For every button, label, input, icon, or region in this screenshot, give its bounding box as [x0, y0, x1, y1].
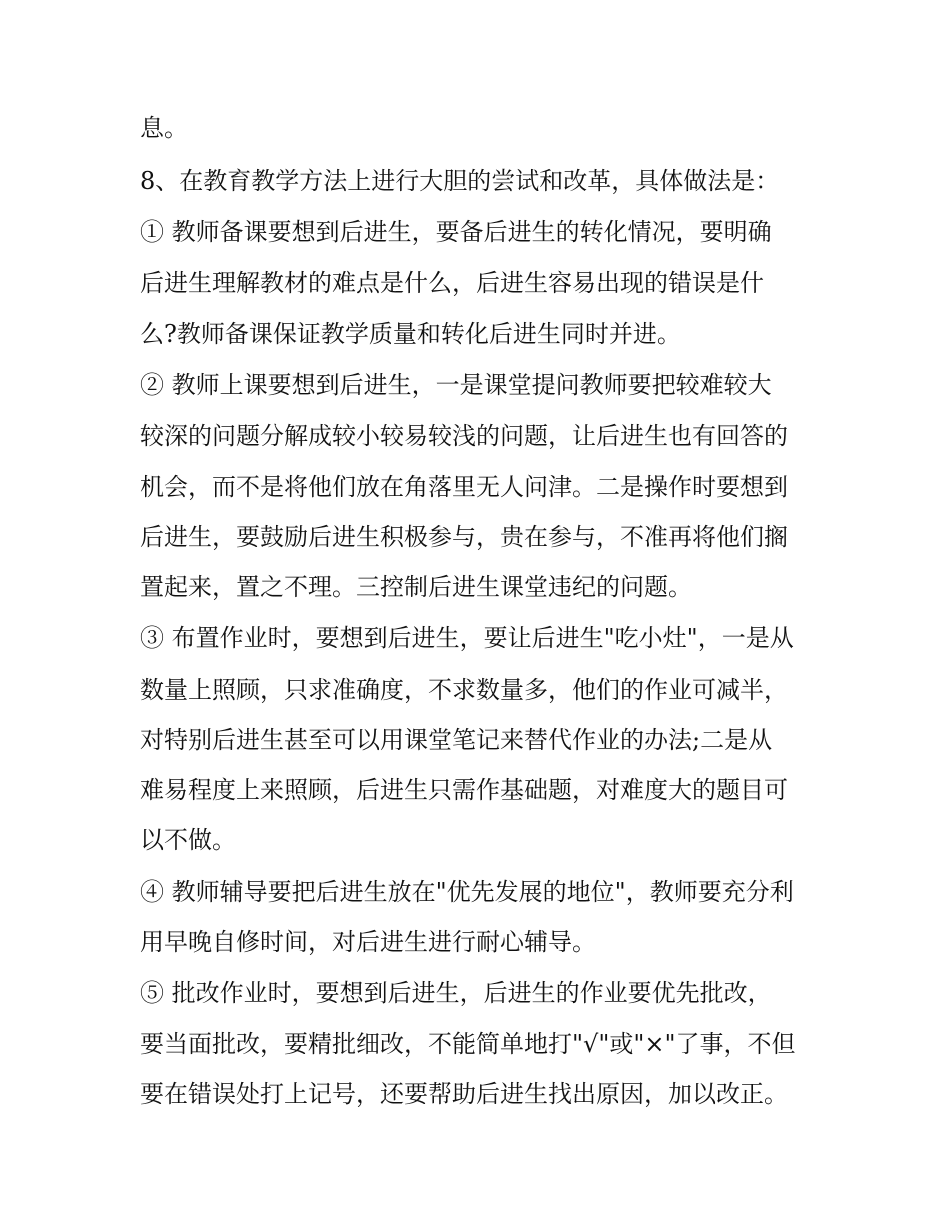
text-line: 要当面批改，要精批细改，不能简单地打"√"或"×"了事，不但 [140, 1030, 796, 1058]
text-line: ③ 布置作业时，要想到后进生，要让后进生"吃小灶"，一是从 [140, 624, 794, 652]
text-line: ⑤ 批改作业时，要想到后进生，后进生的作业要优先批改， [140, 979, 772, 1007]
text-line: 机会，而不是将他们放在角落里无人问津。二是操作时要想到 [140, 473, 788, 501]
text-line: 以不做。 [140, 826, 236, 854]
text-line: 较深的问题分解成较小较易较浅的问题，让后进生也有回答的 [140, 422, 788, 450]
text-line: 后进生理解教材的难点是什么，后进生容易出现的错误是什 [140, 269, 764, 297]
text-line: ② 教师上课要想到后进生，一是课堂提问教师要把较难较大 [140, 371, 772, 399]
text-line: ④ 教师辅导要把后进生放在"优先发展的地位"，教师要充分利 [140, 878, 794, 906]
text-line: 么?教师备课保证教学质量和转化后进生同时并进。 [140, 320, 681, 348]
text-line: ① 教师备课要想到后进生，要备后进生的转化情况，要明确 [140, 218, 772, 246]
text-line: 对特别后进生甚至可以用课堂笔记来替代作业的办法;二是从 [140, 726, 773, 754]
text-line: 数量上照顾，只求准确度，不求数量多，他们的作业可减半， [140, 676, 788, 704]
text-line: 息。 [140, 114, 188, 142]
text-line: 难易程度上来照顾，后进生只需作基础题，对难度大的题目可 [140, 776, 788, 804]
text-line: 置起来，置之不理。三控制后进生课堂违纪的问题。 [140, 573, 692, 601]
text-line: 用早晚自修时间，对后进生进行耐心辅导。 [140, 928, 596, 956]
text-line: 要在错误处打上记号，还要帮助后进生找出原因，加以改正。 [140, 1080, 788, 1108]
text-line: 后进生，要鼓励后进生积极参与，贵在参与，不准再将他们搁 [140, 523, 788, 551]
text-line: 8、在教育教学方法上进行大胆的尝试和改革，具体做法是： [140, 167, 780, 195]
